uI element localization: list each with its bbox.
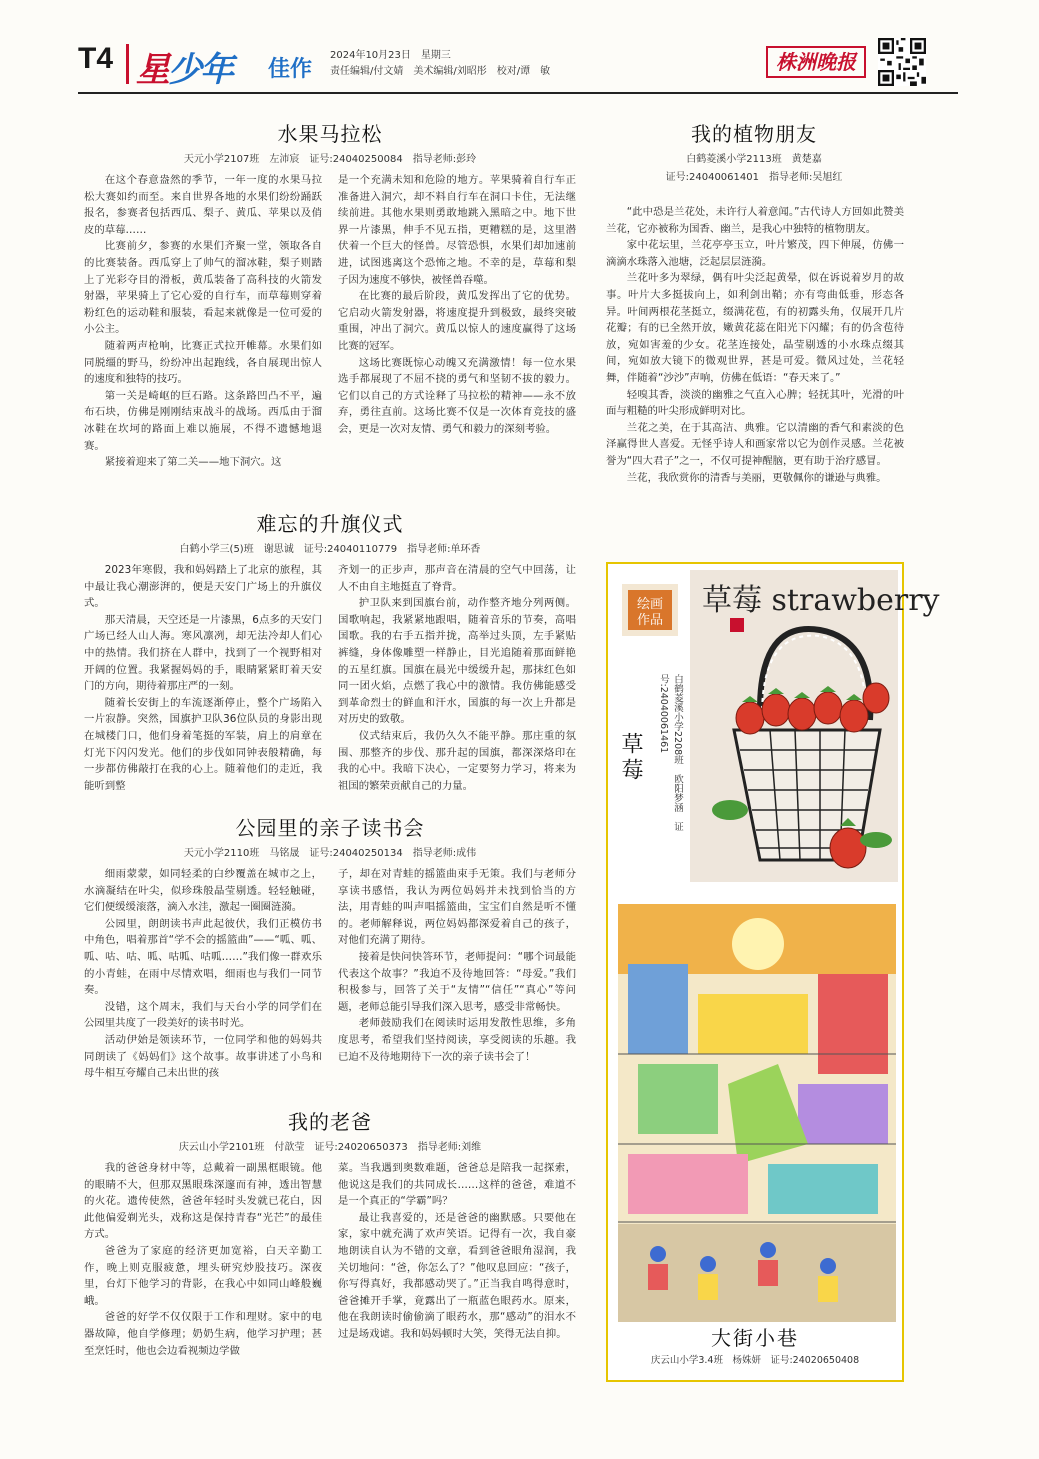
article-byline: 庆云山小学2101班 付歆莹 证号:24020650373 指导老师:刘维 [178, 1142, 482, 1153]
painting-works-badge [622, 584, 678, 636]
paragraph: 那天清晨，天空还是一片漆黑，6点多的天安门广场已经人山人海。寒风凛冽，却无法冷却人们心中的热情。我们挤在人群中，找到了一个视野相对开阔的位置。我紧握妈妈的手，眼睛紧紧盯着天安门的方向，期待着那庄严的一刻。 [84, 613, 322, 693]
paragraph: 没错，这个周末，我们与天台小学的同学们在公园里共度了一段美好的读书时光。 [84, 1000, 322, 1030]
artwork-title: 草莓 [618, 732, 643, 784]
article-column [338, 172, 576, 498]
paragraph: 在这个春意盎然的季节，一年一度的水果马拉松大赛如约而至。来自世界各地的水果们纷纷踊跃报名，参赛者包括西瓜、梨子、黄瓜、苹果以及俏皮的草莓…… [84, 174, 322, 236]
paragraph: 老师鼓励我们在阅读时运用发散性思维，多角度思考，希望我们坚持阅读，享受阅读的乐趣。我已迫不及待地期待下一次的亲子读书会了！ [338, 1017, 576, 1063]
paragraph: “此中恐是兰花处，未许行人着意闻。”古代诗人方回如此赞美兰花，它亦被称为国香、幽兰，是我心中独特的植物朋友。 [606, 206, 904, 235]
editor-credits: 责任编辑/付文婧 美术编辑/刘昭彤 校对/谭 敏 [330, 66, 551, 77]
article-title: 难忘的升旗仪式 [256, 512, 404, 536]
paragraph: 子，却在对青蛙的摇篮曲束手无策。我们与老师分享读书感悟，我认为两位妈妈并未找到恰当的方法，用青蛙的叫声唱摇篮曲，宝宝们自然是听不懂的。老师解释说，两位妈妈都深爱着自己的孩子，对他们充满了期待。 [338, 868, 576, 947]
article-byline: 证号:24040061401 指导老师:吴旭红 [665, 172, 843, 183]
article-column [84, 1160, 322, 1378]
article-column [338, 1160, 576, 1378]
article-plant-friend [604, 118, 904, 538]
paragraph: 爸爸为了家庭的经济更加宽裕，白天辛勤工作，晚上则克服疲惫，埋头研究炒股技巧。深夜里，台灯下他学习的背影，在我心中如同山峰般巍峨。 [84, 1244, 322, 1307]
paragraph: 这场比赛既惊心动魄又充满激情！每一位水果选手都展现了不屈不挠的勇气和坚韧不拔的毅力。它们以自己的方式诠释了马拉松的精神——永不放弃，勇往直前。这场比赛不仅是一次体育竞技的盛会，更是一次对友情、勇气和毅力的深刻考验。 [338, 356, 576, 435]
issue-date: 2024年10月23日 星期三 [330, 50, 451, 61]
article-flag-ceremony [84, 508, 576, 804]
paragraph: 活动伊始是领读环节，一位同学和他的妈妈共同朗读了《妈妈们》这个故事。故事讲述了小鸟和母牛相互夸耀自己未出世的孩 [84, 1033, 322, 1080]
svg-text:草莓 strawberry: 草莓 strawberry [702, 583, 940, 618]
article-column [606, 204, 904, 536]
svg-text:绘画: 绘画 [636, 597, 664, 612]
paragraph: 2023年寒假，我和妈妈踏上了北京的旅程，其中最让我心潮澎湃的，便是天安门广场上的升旗仪式。 [84, 564, 322, 610]
paragraph: 最让我喜爱的，还是爸爸的幽默感。只要他在家，家中就充满了欢声笑语。记得有一次，我自豪地朗读自认为不错的文章，看到爸爸眼角湿润，我关切地问：“爸，你怎么了？”他叹息回应：“孩子，你写得真好，我都感动哭了。”正当我自鸣得意时，爸爸摊开手掌，竟露出了一瓶蓝色眼药水。原来，他在我朗读时偷偷滴了眼药水，那“感动”的泪水不过是场戏谑。我和妈妈顿时大笑，笑得无法自抑。 [338, 1211, 576, 1340]
article-byline: 白鹤菱溪小学2113班 黄楚嘉 [686, 154, 822, 165]
paragraph: 随着长安街上的车流逐渐停止，整个广场陷入一片寂静。突然，国旗护卫队36位队员的身影出现在城楼门口，他们身着笔挺的军装，肩上的肩章在灯光下闪闪发光。他们的步伐如同钟表般精确，每一步都仿佛敲打在我的心上。随着他们的走近，我能听到整 [84, 696, 322, 792]
newspaper-logo: 株洲晚报 [766, 46, 866, 78]
article-title: 公园里的亲子读书会 [235, 816, 425, 840]
qr-code-icon [878, 38, 926, 86]
article-title: 水果马拉松 [277, 122, 383, 146]
page-header [78, 38, 958, 90]
article-park-reading [84, 812, 576, 1098]
paragraph: 第一关是崎岖的巨石路。这条路凹凸不平，遍布石块，仿佛是刚刚结束战斗的战场。西瓜由于溜冰鞋在坎坷的路面上难以施展，不得不遗憾地退赛。 [84, 389, 322, 452]
paragraph: 兰花叶多为翠绿，偶有叶尖泛起黄晕，似在诉说着岁月的故事。叶片大多挺拔向上，如利剑出鞘；亦有弯曲低垂，形态各异。叶间两根花茎挺立，缀满花苞，有的初露头角，仅展开几片花瓣；有的已全然开放，嫩黄花蕊在阳光下闪耀；有的仍含苞待放，宛如害羞的少女。花茎连接处，晶莹剔透的小水珠点缀其间，宛如放大镜下的微观世界，甚是可爱。微风过处，兰花轻舞，伴随着“沙沙”声响，仿佛在低语：“春天来了。” [606, 272, 904, 384]
header-divider [126, 44, 129, 84]
header-meta [330, 48, 550, 80]
paragraph: 爸爸的好学不仅仅限于工作和理财。家中的电器故障，他自学修理；奶奶生病，他学习护理；甚至烹饪时，他也会边看视频边学做 [84, 1311, 322, 1357]
paragraph: 细雨蒙蒙，如同轻柔的白纱覆盖在城市之上，水滴凝结在叶尖，似珍珠般晶莹剔透。轻轻触碰，它们便缓缓滚落，滴入水洼，激起一圈圈涟漪。 [84, 868, 322, 914]
article-my-dad [84, 1106, 576, 1378]
artwork-title: 大街小巷 [711, 1326, 799, 1350]
paragraph: 我的爸爸身材中等，总戴着一副黑框眼镜。他的眼睛不大，但那双黑眼珠深邃而有神，透出智慧的火花。遗传使然，爸爸年轻时头发就已花白，因此他偏爱剃光头，戏称这是保持青春“光芒”的最佳方式。 [84, 1162, 322, 1241]
article-title: 我的老爸 [288, 1110, 372, 1134]
article-title: 我的植物朋友 [691, 122, 817, 146]
article-column [338, 562, 576, 804]
section-name: 佳作 [268, 57, 313, 82]
paragraph: 在比赛的最后阶段，黄瓜发挥出了它的优势。它启动火箭发射器，将速度提升到极致，最终突破重围，冲出了洞穴。黄瓜以惊人的速度赢得了这场比赛的冠军。 [338, 290, 576, 352]
header-rule [78, 92, 958, 94]
article-fruit-marathon [84, 118, 576, 498]
paragraph: 护卫队来到国旗台前，动作整齐地分列两侧。国歌响起，我紧紧地跟唱，随着音乐的节奏，高唱国歌。我的右手五指并拢，高举过头顶，左手紧贴裤缝，身体像雕塑一样静止，目光追随着那面鲜艳的五星红旗。国旗在晨光中缓缓升起，那抹红色如同一团火焰，点燃了我心中的激情。我仿佛能感受到革命烈士的鲜血和汗水，国旗的每一次上升都是对历史的致敬。 [338, 597, 576, 726]
paragraph: 仪式结束后，我仍久久不能平静。那庄重的氛围、那整齐的步伐、那升起的国旗，都深深烙印在我的心中。我暗下决心，一定要努力学习，将来为祖国的繁荣贡献自己的力量。 [338, 729, 576, 792]
article-column [84, 172, 322, 498]
article-byline: 白鹤小学三(5)班 谢思诚 证号:24040110779 指导老师:单环香 [179, 544, 481, 555]
paragraph: 齐划一的正步声，那声音在清晨的空气中回荡，让人不由自主地挺直了脊背。 [338, 564, 576, 593]
paragraph: 家中花坛里，兰花亭亭玉立，叶片繁茂，四下伸展，仿佛一滴滴水珠落入池塘，泛起层层涟漪。 [606, 239, 904, 268]
street-painting [618, 904, 896, 1322]
paragraph: 是一个充满未知和危险的地方。苹果骑着自行车正准备进入洞穴，却不料自行车在洞口卡住，无法继续前进。其他水果则勇敢地跳入黑暗之中。地下世界一片漆黑，伸手不见五指，更糟糕的是，这里潜伏着一个巨大的怪兽。尽管恐惧，水果们却加速前进，试图逃离这个恐怖之地。不幸的是，草莓和梨子因为速度不够快，被怪兽吞噬。 [338, 174, 576, 286]
paragraph: 兰花，我欣赏你的清香与美丽，更敬佩你的谦逊与典雅。 [626, 471, 887, 484]
paragraph: 公园里，朗朗读书声此起彼伏，我们正模仿书中角色，唱着那首“学不会的摇篮曲”——“呱、呱、呱、咕、咕、呱、咕呱、咕呱……”我们像一群欢乐的小青蛙，在雨中尽情欢唱，细雨也与我们一同节奏。 [84, 917, 322, 997]
svg-text:作品: 作品 [636, 613, 664, 628]
artwork-panel [606, 562, 940, 1382]
article-column [84, 562, 322, 804]
page-number: T4 [78, 42, 114, 75]
artwork-credit: 庆云山小学3.4班 杨姝妍 证号:24020650408 [650, 1355, 860, 1366]
article-byline: 天元小学2107班 左沛宸 证号:24040250084 指导老师:彭玲 [183, 154, 477, 165]
strawberry-painting [690, 570, 940, 882]
paragraph: 接着是快问快答环节，老师提问：“哪个词最能代表这个故事？”我迫不及待地回答：“母爱。”我们积极参与，回答了关于“友情”“信任”“真心”等问题，老师总能引导我们深入思考，感受非常畅快。 [338, 950, 576, 1013]
paragraph: 随着两声枪响，比赛正式拉开帷幕。水果们如同脱缰的野马，纷纷冲出起跑线，各自展现出惊人的速度和独特的技巧。 [84, 339, 322, 386]
paragraph: 轻嗅其香，淡淡的幽雅之气直入心脾；轻抚其叶，光滑的叶面与粗糙的叶尖形成鲜明对比。 [606, 388, 904, 418]
article-byline: 天元小学2110班 马铭晟 证号:24040250134 指导老师:成伟 [183, 848, 477, 859]
article-column [84, 866, 322, 1098]
paragraph: 兰花之美，在于其高洁、典雅。它以清幽的香气和素淡的色泽赢得世人喜爱。无怪乎诗人和画家常以它为创作灵感。兰花被誉为“四大君子”之一，不仅可提神醒脑，更有助于治疗感冒。 [606, 421, 904, 467]
artwork-credit: 白鹤菱溪小学2208班 欧阳梦涵 证号:24040061461 [658, 674, 683, 832]
article-column [338, 866, 576, 1098]
paragraph: 菜。当我遇到奥数难题，爸爸总是陪我一起探索，他说这是我们的共同成长……这样的爸爸，难道不是一个真正的“学霸”吗？ [338, 1162, 576, 1208]
section-brand: 星少年 [136, 50, 232, 90]
paragraph: 比赛前夕，参赛的水果们齐聚一堂，领取各自的比赛装备。西瓜穿上了帅气的溜冰鞋，梨子则踏上了光彩夺目的滑板，黄瓜装备了高科技的火箭发射器，苹果骑上了它心爱的自行车，而草莓则穿着粉红色的运动鞋和服装，看起来就像是一位可爱的小公主。 [84, 240, 322, 336]
paragraph: 紧接着迎来了第二关——地下洞穴。这 [104, 456, 282, 469]
